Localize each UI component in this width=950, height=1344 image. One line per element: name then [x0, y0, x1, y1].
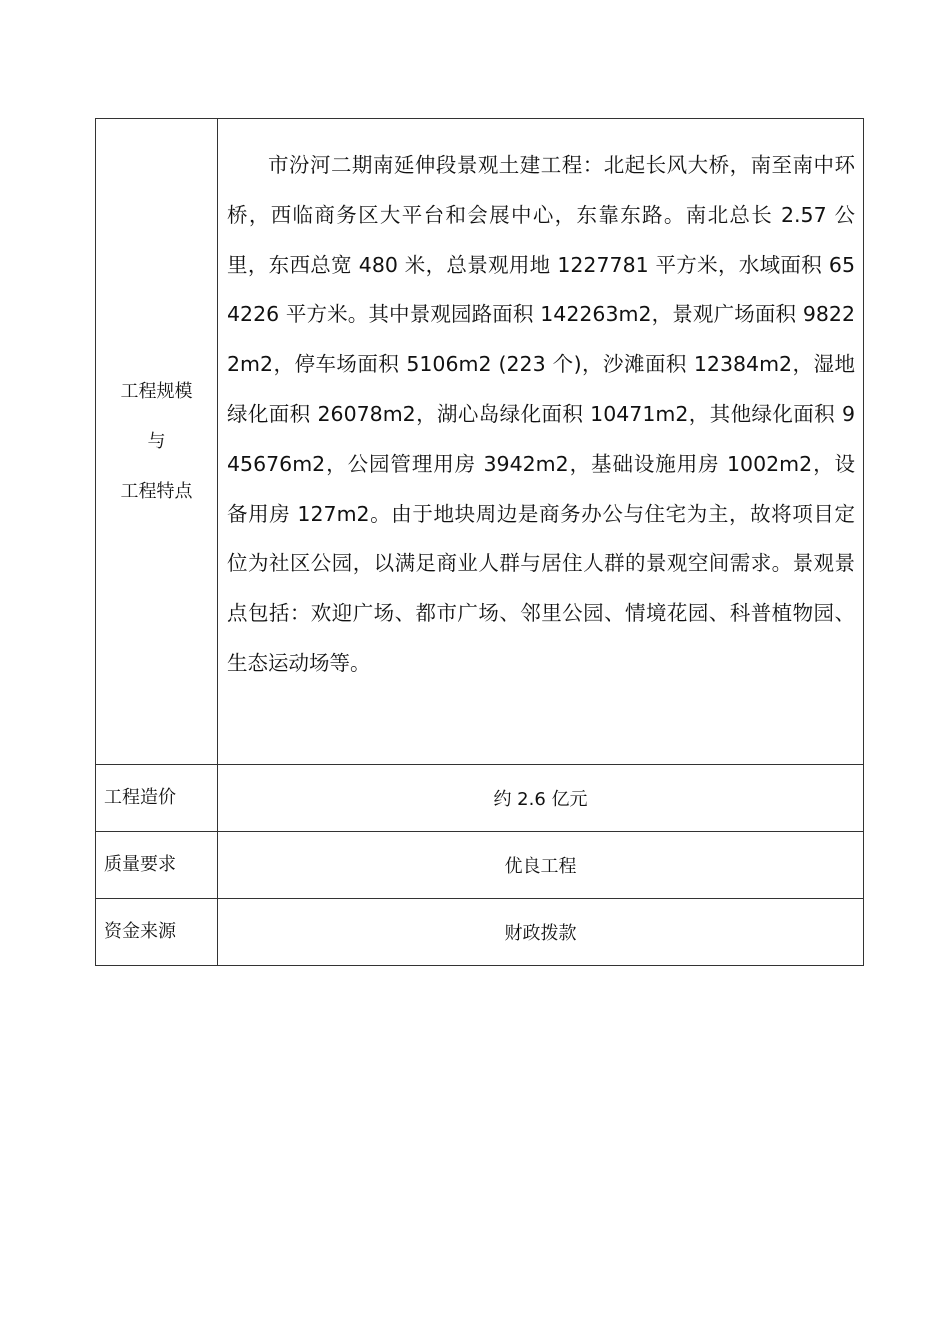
cost-value: 约 2.6 亿元 — [218, 765, 864, 832]
scope-label-cell — [96, 119, 218, 765]
quality-value: 优良工程 — [218, 832, 864, 899]
scope-label-line2: 与 — [147, 430, 166, 452]
table-row-quality — [96, 832, 864, 899]
table-row-cost — [96, 765, 864, 832]
scope-label-line1: 工程规模 — [120, 380, 193, 402]
quality-label: 质量要求 — [96, 832, 218, 899]
scope-label-line3: 工程特点 — [120, 480, 193, 502]
funding-label: 资金来源 — [96, 899, 218, 966]
scope-description-cell — [218, 119, 864, 765]
cost-label: 工程造价 — [96, 765, 218, 832]
table-row-funding — [96, 899, 864, 966]
scope-description-text: 市汾河二期南延伸段景观土建工程：北起长风大桥，南至南中环桥，西临商务区大平台和会展中心，东靠东路。南北总长 2.57 公里，东西总宽 480 米，总景观用地 1227781 平方米，水域面积 654226 平方米。其中景观园路面积 142263m2，景观广场面积 98222m2，停车场面积 5106m2 (223 个)，沙滩面积 12384m2，湿地绿化面积 26078m2，湖心岛绿化面积 10471m2，其他绿化面积 945676m2，公园管理用房 3942m2，基础设施用房 1002m2，设备用房 127m2。由于地块周边是商务办公与住宅为主，故将项目定位为社区公园，以满足商业人群与居住人群的景观空间需求。景观景点包括：欢迎广场、都市广场、邻里公园、情境花园、科普植物园、生态运动场等。 — [227, 153, 855, 675]
table-row-scope — [96, 119, 864, 765]
funding-value: 财政拨款 — [218, 899, 864, 966]
project-info-table — [95, 118, 864, 966]
